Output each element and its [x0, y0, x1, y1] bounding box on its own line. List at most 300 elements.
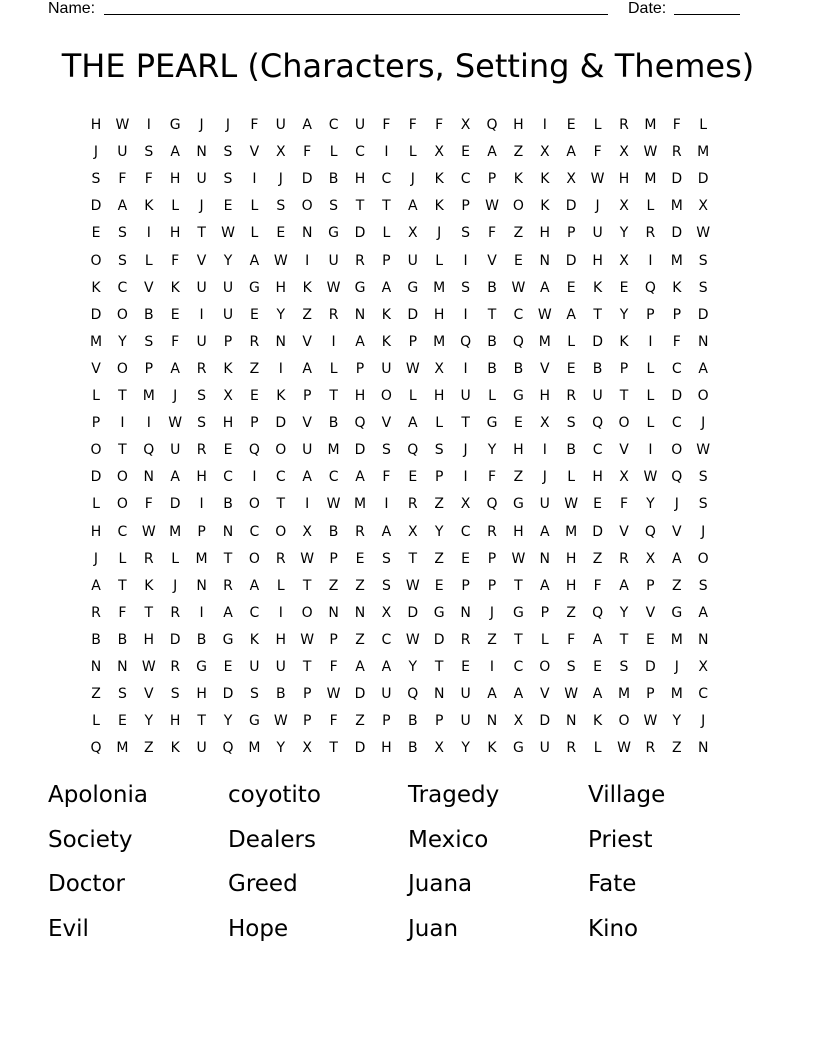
- grid-letter[interactable]: L: [250, 198, 259, 215]
- grid-letter[interactable]: L: [250, 225, 259, 242]
- grid-letter[interactable]: U: [460, 388, 471, 404]
- grid-letter[interactable]: C: [223, 469, 233, 486]
- grid-letter[interactable]: S: [276, 198, 286, 215]
- grid-letter[interactable]: W: [643, 469, 658, 486]
- grid-letter[interactable]: A: [540, 279, 550, 296]
- grid-letter[interactable]: D: [407, 604, 419, 621]
- grid-letter[interactable]: P: [461, 198, 470, 215]
- grid-letter[interactable]: M: [248, 740, 261, 757]
- grid-letter[interactable]: I: [252, 469, 257, 486]
- grid-letter[interactable]: B: [592, 360, 603, 377]
- grid-letter[interactable]: L: [646, 415, 655, 432]
- grid-letter[interactable]: F: [487, 225, 497, 242]
- grid-letter[interactable]: P: [646, 577, 655, 594]
- grid-letter[interactable]: G: [512, 740, 524, 757]
- grid-letter[interactable]: S: [381, 577, 391, 594]
- grid-letter[interactable]: O: [248, 496, 260, 513]
- grid-letter[interactable]: B: [117, 631, 128, 648]
- grid-letter[interactable]: X: [434, 144, 444, 161]
- grid-letter[interactable]: H: [433, 306, 445, 323]
- grid-letter[interactable]: H: [513, 117, 524, 133]
- grid-letter[interactable]: K: [513, 171, 523, 188]
- grid-letter[interactable]: M: [353, 496, 367, 513]
- grid-letter[interactable]: W: [511, 279, 526, 296]
- grid-letter[interactable]: I: [331, 333, 336, 350]
- grid-letter[interactable]: S: [566, 659, 576, 675]
- grid-letter[interactable]: A: [381, 279, 392, 296]
- grid-letter[interactable]: M: [670, 631, 683, 648]
- grid-letter[interactable]: U: [117, 144, 128, 161]
- grid-letter[interactable]: P: [223, 333, 233, 350]
- grid-letter[interactable]: V: [196, 252, 207, 269]
- grid-letter[interactable]: I: [252, 171, 257, 188]
- grid-letter[interactable]: G: [433, 604, 445, 621]
- grid-letter[interactable]: L: [276, 577, 285, 594]
- grid-letter[interactable]: W: [405, 360, 420, 377]
- grid-letter[interactable]: A: [91, 577, 101, 594]
- grid-letter[interactable]: C: [513, 659, 524, 675]
- grid-letter[interactable]: T: [223, 550, 233, 567]
- grid-letter[interactable]: F: [144, 496, 153, 513]
- grid-letter[interactable]: W: [273, 252, 288, 269]
- grid-letter[interactable]: E: [223, 198, 233, 215]
- grid-letter[interactable]: E: [170, 306, 180, 323]
- grid-letter[interactable]: P: [434, 469, 444, 486]
- grid-letter[interactable]: H: [354, 388, 366, 404]
- grid-letter[interactable]: T: [593, 306, 602, 323]
- grid-letter[interactable]: T: [144, 604, 154, 621]
- grid-letter[interactable]: S: [619, 659, 629, 675]
- grid-letter[interactable]: O: [90, 252, 102, 269]
- grid-letter[interactable]: D: [407, 306, 419, 323]
- grid-letter[interactable]: G: [248, 713, 260, 730]
- grid-letter[interactable]: X: [460, 496, 471, 513]
- grid-letter[interactable]: X: [276, 144, 286, 161]
- grid-letter[interactable]: Z: [249, 360, 260, 377]
- grid-letter[interactable]: U: [196, 171, 207, 188]
- grid-letter[interactable]: R: [249, 333, 260, 350]
- grid-letter[interactable]: L: [488, 388, 496, 404]
- grid-letter[interactable]: H: [565, 577, 577, 594]
- grid-letter[interactable]: Q: [592, 415, 604, 432]
- grid-letter[interactable]: D: [354, 442, 366, 459]
- grid-letter[interactable]: V: [381, 415, 392, 432]
- grid-letter[interactable]: G: [328, 225, 340, 242]
- grid-letter[interactable]: U: [170, 442, 181, 459]
- grid-letter[interactable]: A: [540, 523, 550, 540]
- grid-letter[interactable]: A: [698, 604, 708, 621]
- grid-letter[interactable]: U: [328, 252, 339, 269]
- grid-letter[interactable]: M: [195, 550, 208, 567]
- grid-letter[interactable]: L: [118, 550, 127, 567]
- grid-letter[interactable]: L: [408, 144, 417, 161]
- grid-letter[interactable]: A: [592, 631, 603, 648]
- grid-letter[interactable]: B: [487, 333, 497, 350]
- grid-letter[interactable]: E: [593, 659, 603, 675]
- grid-letter[interactable]: I: [463, 306, 468, 323]
- grid-letter[interactable]: F: [329, 659, 338, 675]
- grid-letter[interactable]: F: [118, 171, 127, 188]
- grid-letter[interactable]: H: [513, 523, 524, 540]
- grid-letter[interactable]: P: [646, 306, 655, 323]
- grid-letter[interactable]: S: [197, 415, 207, 432]
- grid-letter[interactable]: S: [117, 686, 127, 703]
- grid-letter[interactable]: I: [648, 252, 653, 269]
- grid-letter[interactable]: I: [542, 117, 547, 133]
- grid-letter[interactable]: H: [196, 686, 207, 703]
- grid-letter[interactable]: B: [407, 713, 418, 730]
- grid-letter[interactable]: X: [619, 252, 629, 269]
- grid-letter[interactable]: S: [698, 577, 708, 594]
- grid-letter[interactable]: F: [329, 713, 338, 730]
- grid-letter[interactable]: L: [540, 631, 549, 648]
- grid-letter[interactable]: X: [698, 198, 708, 215]
- grid-letter[interactable]: K: [434, 171, 444, 188]
- grid-letter[interactable]: I: [120, 415, 125, 432]
- grid-letter[interactable]: Z: [513, 144, 524, 161]
- grid-letter[interactable]: T: [434, 659, 444, 675]
- grid-letter[interactable]: D: [592, 333, 603, 350]
- grid-letter[interactable]: A: [355, 333, 365, 350]
- grid-letter[interactable]: D: [354, 686, 366, 703]
- grid-letter[interactable]: R: [355, 523, 365, 540]
- grid-letter[interactable]: U: [275, 659, 286, 675]
- grid-letter[interactable]: K: [434, 198, 444, 215]
- grid-letter[interactable]: W: [405, 577, 420, 594]
- grid-letter[interactable]: M: [697, 144, 710, 161]
- grid-letter[interactable]: C: [117, 279, 128, 296]
- grid-letter[interactable]: J: [674, 496, 679, 513]
- grid-letter[interactable]: N: [143, 469, 155, 486]
- grid-letter[interactable]: L: [171, 198, 180, 215]
- name-field[interactable]: [48, 0, 95, 20]
- grid-letter[interactable]: Q: [486, 117, 498, 133]
- grid-letter[interactable]: J: [701, 415, 706, 432]
- date-blank[interactable]: [674, 14, 740, 15]
- grid-letter[interactable]: H: [381, 740, 392, 757]
- grid-letter[interactable]: W: [511, 550, 526, 567]
- grid-letter[interactable]: Z: [672, 577, 682, 594]
- grid-letter[interactable]: G: [407, 279, 419, 296]
- grid-letter[interactable]: K: [144, 577, 154, 594]
- grid-letter[interactable]: T: [355, 198, 365, 215]
- grid-letter[interactable]: Y: [144, 713, 154, 730]
- grid-letter[interactable]: Z: [487, 631, 497, 648]
- grid-letter[interactable]: D: [90, 306, 102, 323]
- grid-letter[interactable]: H: [565, 550, 577, 567]
- grid-letter[interactable]: U: [302, 442, 313, 459]
- grid-letter[interactable]: O: [618, 713, 630, 730]
- grid-letter[interactable]: E: [276, 225, 286, 242]
- grid-letter[interactable]: U: [196, 279, 207, 296]
- grid-letter[interactable]: L: [567, 469, 576, 486]
- grid-letter[interactable]: C: [671, 360, 682, 377]
- grid-letter[interactable]: S: [91, 171, 101, 188]
- grid-letter[interactable]: W: [590, 171, 605, 188]
- grid-letter[interactable]: D: [169, 496, 181, 513]
- grid-letter[interactable]: M: [89, 333, 103, 350]
- grid-letter[interactable]: M: [538, 333, 551, 350]
- grid-letter[interactable]: J: [410, 171, 415, 188]
- grid-letter[interactable]: K: [593, 713, 603, 730]
- grid-letter[interactable]: M: [433, 279, 446, 296]
- grid-letter[interactable]: T: [514, 631, 523, 648]
- grid-letter[interactable]: A: [381, 523, 392, 540]
- grid-letter[interactable]: W: [300, 631, 315, 648]
- grid-letter[interactable]: A: [592, 686, 603, 703]
- grid-letter[interactable]: D: [565, 252, 577, 269]
- grid-letter[interactable]: Z: [144, 740, 154, 757]
- grid-letter[interactable]: C: [671, 415, 682, 432]
- grid-letter[interactable]: I: [305, 496, 310, 513]
- grid-letter[interactable]: J: [173, 577, 178, 594]
- grid-letter[interactable]: J: [199, 198, 204, 215]
- grid-letter[interactable]: N: [697, 740, 709, 757]
- grid-letter[interactable]: Y: [672, 713, 682, 730]
- grid-letter[interactable]: G: [512, 496, 524, 513]
- grid-letter[interactable]: P: [302, 388, 312, 404]
- grid-letter[interactable]: P: [329, 631, 338, 648]
- grid-letter[interactable]: J: [701, 713, 706, 730]
- grid-letter[interactable]: J: [93, 550, 99, 567]
- grid-letter[interactable]: X: [540, 144, 550, 161]
- grid-letter[interactable]: D: [671, 171, 683, 188]
- grid-letter[interactable]: J: [674, 659, 679, 675]
- grid-letter[interactable]: W: [273, 713, 288, 730]
- grid-letter[interactable]: O: [275, 442, 287, 459]
- grid-letter[interactable]: H: [196, 469, 207, 486]
- grid-letter[interactable]: V: [302, 415, 312, 432]
- grid-letter[interactable]: H: [222, 415, 234, 432]
- grid-letter[interactable]: B: [275, 686, 286, 703]
- grid-letter[interactable]: T: [197, 713, 206, 730]
- grid-letter[interactable]: A: [355, 659, 365, 675]
- grid-letter[interactable]: H: [169, 171, 181, 188]
- grid-letter[interactable]: G: [222, 631, 234, 648]
- grid-letter[interactable]: Z: [513, 225, 524, 242]
- grid-letter[interactable]: A: [540, 577, 550, 594]
- grid-letter[interactable]: C: [249, 604, 260, 621]
- grid-letter[interactable]: X: [434, 360, 444, 377]
- grid-letter[interactable]: D: [671, 225, 683, 242]
- grid-letter[interactable]: A: [249, 252, 260, 269]
- grid-letter[interactable]: M: [565, 523, 578, 540]
- grid-letter[interactable]: W: [643, 144, 658, 161]
- grid-letter[interactable]: D: [169, 631, 181, 648]
- grid-letter[interactable]: F: [487, 469, 497, 486]
- grid-letter[interactable]: H: [433, 388, 445, 404]
- grid-letter[interactable]: E: [91, 225, 101, 242]
- grid-letter[interactable]: D: [697, 306, 709, 323]
- grid-letter[interactable]: O: [301, 198, 313, 215]
- grid-letter[interactable]: V: [91, 360, 101, 377]
- grid-letter[interactable]: R: [645, 740, 656, 757]
- grid-letter[interactable]: N: [539, 252, 551, 269]
- grid-letter[interactable]: L: [593, 117, 602, 133]
- grid-letter[interactable]: E: [117, 713, 127, 730]
- grid-letter[interactable]: L: [92, 496, 100, 513]
- grid-letter[interactable]: B: [196, 631, 207, 648]
- grid-letter[interactable]: S: [461, 225, 471, 242]
- grid-letter[interactable]: C: [513, 306, 524, 323]
- grid-letter[interactable]: D: [645, 659, 656, 675]
- grid-letter[interactable]: N: [196, 144, 207, 161]
- grid-letter[interactable]: P: [382, 252, 391, 269]
- grid-letter[interactable]: P: [646, 686, 655, 703]
- name-blank[interactable]: [104, 14, 608, 15]
- grid-letter[interactable]: K: [170, 740, 180, 757]
- grid-letter[interactable]: R: [91, 604, 101, 621]
- grid-letter[interactable]: V: [540, 686, 550, 703]
- grid-letter[interactable]: I: [463, 469, 468, 486]
- grid-letter[interactable]: G: [486, 415, 498, 432]
- grid-letter[interactable]: R: [671, 144, 682, 161]
- grid-letter[interactable]: A: [170, 360, 180, 377]
- grid-letter[interactable]: R: [328, 306, 339, 323]
- grid-letter[interactable]: T: [118, 442, 127, 459]
- grid-letter[interactable]: U: [539, 740, 550, 757]
- grid-letter[interactable]: W: [537, 306, 552, 323]
- grid-letter[interactable]: A: [170, 469, 180, 486]
- grid-letter[interactable]: F: [118, 604, 127, 621]
- grid-letter[interactable]: O: [380, 388, 392, 404]
- grid-letter[interactable]: L: [382, 225, 391, 242]
- grid-letter[interactable]: B: [328, 523, 339, 540]
- grid-letter[interactable]: X: [698, 659, 708, 675]
- grid-letter[interactable]: W: [221, 225, 235, 242]
- grid-letter[interactable]: A: [698, 360, 708, 377]
- grid-letter[interactable]: O: [248, 550, 260, 567]
- grid-letter[interactable]: A: [566, 144, 576, 161]
- grid-letter[interactable]: Q: [354, 415, 366, 432]
- grid-letter[interactable]: R: [619, 117, 629, 133]
- grid-letter[interactable]: Q: [644, 523, 656, 540]
- grid-letter[interactable]: N: [486, 713, 498, 730]
- grid-letter[interactable]: I: [146, 415, 151, 432]
- grid-letter[interactable]: G: [354, 279, 366, 296]
- grid-letter[interactable]: Q: [407, 442, 419, 459]
- grid-letter[interactable]: P: [382, 713, 391, 730]
- grid-letter[interactable]: H: [143, 631, 155, 648]
- grid-letter[interactable]: N: [196, 577, 207, 594]
- grid-letter[interactable]: B: [91, 631, 101, 648]
- grid-letter[interactable]: R: [170, 659, 181, 675]
- grid-letter[interactable]: X: [619, 469, 629, 486]
- grid-letter[interactable]: Y: [434, 523, 444, 540]
- grid-letter[interactable]: D: [354, 740, 366, 757]
- grid-letter[interactable]: V: [619, 523, 629, 540]
- grid-letter[interactable]: I: [489, 659, 495, 675]
- grid-letter[interactable]: Z: [91, 686, 101, 703]
- grid-letter[interactable]: A: [223, 604, 233, 621]
- grid-letter[interactable]: P: [250, 415, 259, 432]
- grid-letter[interactable]: W: [115, 117, 130, 133]
- grid-letter[interactable]: G: [671, 604, 683, 621]
- grid-letter[interactable]: J: [595, 198, 600, 215]
- grid-letter[interactable]: X: [302, 523, 312, 540]
- grid-letter[interactable]: H: [618, 171, 630, 188]
- grid-letter[interactable]: Y: [223, 252, 233, 269]
- grid-letter[interactable]: I: [463, 360, 468, 377]
- grid-letter[interactable]: R: [566, 740, 577, 757]
- grid-letter[interactable]: T: [619, 388, 629, 404]
- grid-letter[interactable]: R: [223, 577, 233, 594]
- grid-letter[interactable]: X: [408, 225, 418, 242]
- grid-letter[interactable]: E: [355, 550, 365, 567]
- grid-letter[interactable]: Y: [118, 333, 127, 350]
- grid-letter[interactable]: X: [460, 117, 471, 133]
- grid-letter[interactable]: K: [593, 279, 603, 296]
- grid-letter[interactable]: R: [196, 360, 207, 377]
- grid-letter[interactable]: D: [90, 469, 102, 486]
- grid-letter[interactable]: U: [222, 279, 234, 296]
- grid-letter[interactable]: K: [540, 171, 550, 188]
- grid-letter[interactable]: N: [539, 550, 551, 567]
- grid-letter[interactable]: B: [513, 360, 524, 377]
- grid-letter[interactable]: D: [90, 198, 102, 215]
- grid-letter[interactable]: L: [593, 740, 602, 757]
- grid-letter[interactable]: X: [619, 198, 629, 215]
- grid-letter[interactable]: L: [329, 360, 338, 377]
- grid-letter[interactable]: O: [116, 306, 128, 323]
- grid-letter[interactable]: N: [565, 713, 577, 730]
- grid-letter[interactable]: A: [302, 360, 312, 377]
- grid-letter[interactable]: S: [197, 388, 207, 404]
- grid-letter[interactable]: B: [223, 496, 233, 513]
- grid-letter[interactable]: I: [146, 225, 151, 242]
- grid-letter[interactable]: Y: [619, 225, 629, 242]
- grid-letter[interactable]: F: [593, 144, 602, 161]
- grid-letter[interactable]: A: [355, 469, 365, 486]
- grid-letter[interactable]: C: [592, 442, 603, 459]
- grid-letter[interactable]: N: [697, 333, 709, 350]
- grid-letter[interactable]: C: [355, 144, 365, 161]
- grid-letter[interactable]: U: [539, 496, 550, 513]
- grid-letter[interactable]: Z: [434, 496, 444, 513]
- grid-letter[interactable]: O: [90, 442, 102, 459]
- grid-letter[interactable]: N: [460, 604, 471, 621]
- grid-letter[interactable]: F: [619, 496, 629, 513]
- grid-letter[interactable]: S: [329, 198, 339, 215]
- grid-letter[interactable]: I: [384, 496, 389, 513]
- grid-letter[interactable]: P: [91, 415, 101, 432]
- grid-letter[interactable]: E: [223, 442, 233, 459]
- grid-letter[interactable]: D: [275, 415, 287, 432]
- grid-letter[interactable]: B: [328, 415, 339, 432]
- grid-letter[interactable]: J: [225, 117, 231, 133]
- grid-letter[interactable]: F: [672, 117, 681, 133]
- grid-letter[interactable]: S: [117, 225, 127, 242]
- grid-letter[interactable]: Q: [671, 469, 683, 486]
- grid-letter[interactable]: X: [540, 415, 550, 432]
- grid-letter[interactable]: W: [696, 442, 711, 459]
- grid-letter[interactable]: I: [199, 604, 204, 621]
- grid-letter[interactable]: U: [196, 333, 207, 350]
- grid-letter[interactable]: D: [354, 225, 366, 242]
- grid-letter[interactable]: X: [223, 388, 233, 404]
- grid-letter[interactable]: U: [592, 225, 603, 242]
- grid-letter[interactable]: T: [461, 415, 470, 432]
- grid-letter[interactable]: Z: [355, 631, 365, 648]
- grid-letter[interactable]: U: [381, 686, 392, 703]
- grid-letter[interactable]: T: [619, 631, 629, 648]
- grid-letter[interactable]: O: [301, 604, 313, 621]
- grid-letter[interactable]: I: [384, 144, 389, 161]
- grid-letter[interactable]: K: [302, 279, 312, 296]
- grid-letter[interactable]: L: [92, 388, 100, 404]
- grid-letter[interactable]: I: [278, 604, 283, 621]
- grid-letter[interactable]: D: [592, 523, 603, 540]
